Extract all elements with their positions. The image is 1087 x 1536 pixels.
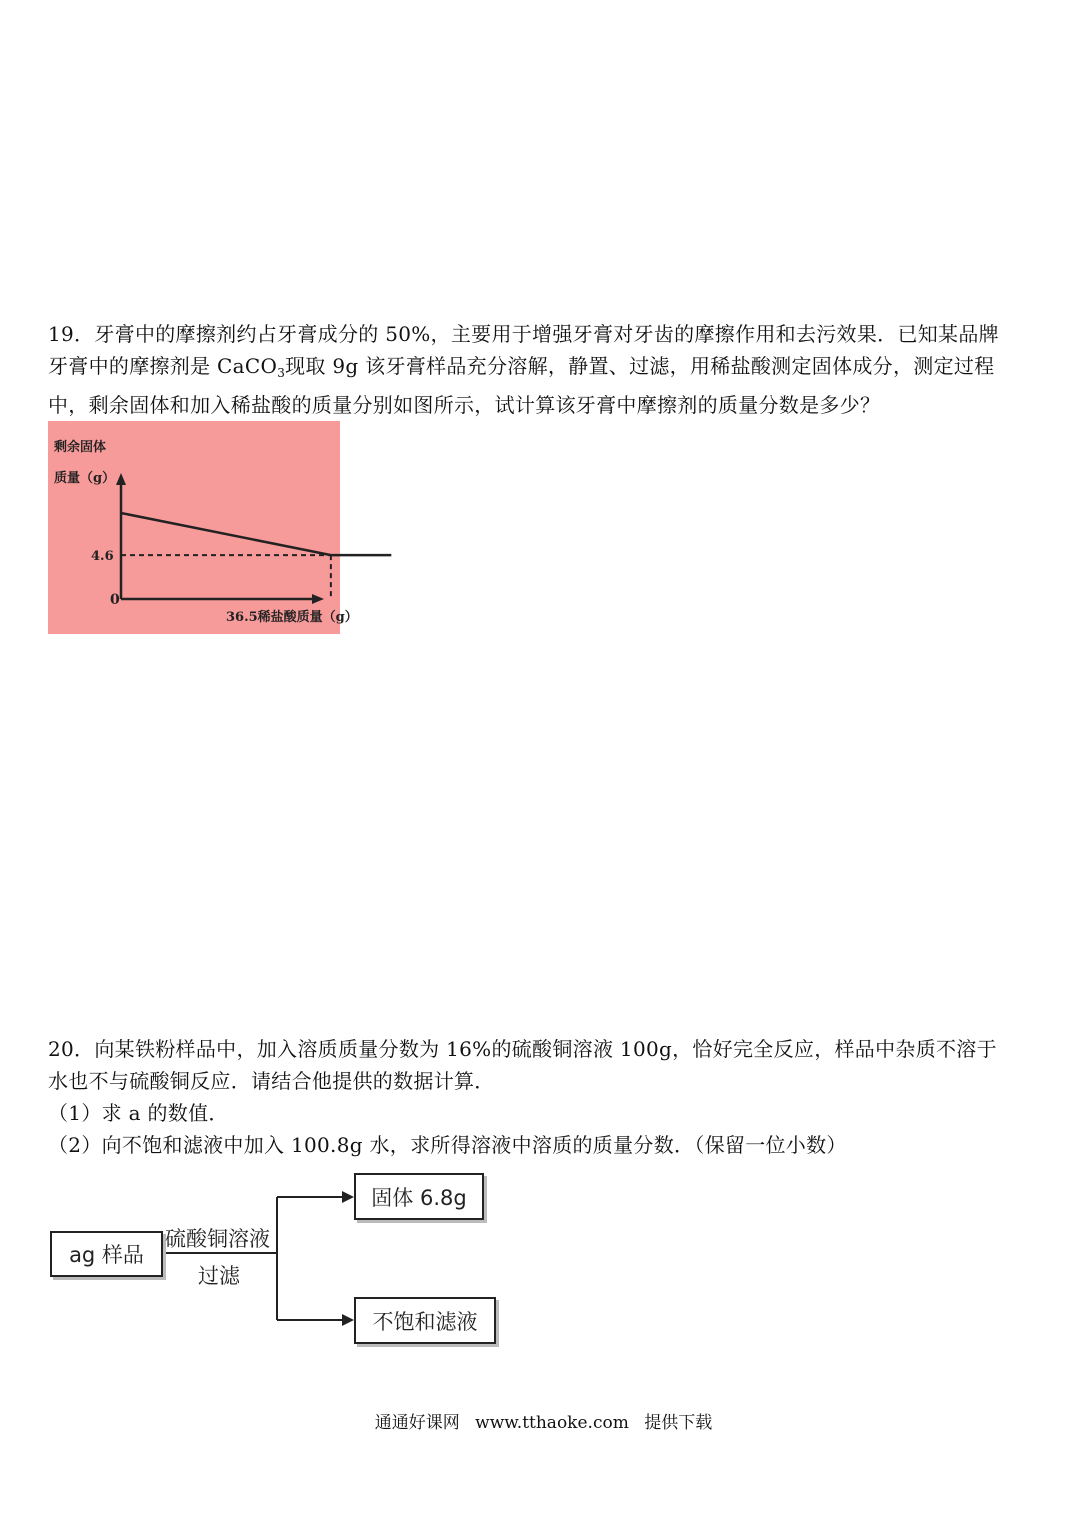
q19-line-2 (48, 350, 1043, 389)
q19-line-3: 中，剩余固体和加入稀盐酸的质量分别如图所示，试计算该牙膏中摩擦剂的质量分数是多少？ (48, 393, 881, 417)
filtrate-box: 不饱和滤液 (354, 1297, 496, 1344)
page-footer (0, 1408, 1087, 1433)
residual-solid-chart (48, 421, 358, 634)
q20-part-2: （2）向不饱和滤液中加入 100.8g 水，求所得溶液中溶质的质量分数．（保留一位小数） (48, 1133, 847, 1157)
lower-arrow-icon (342, 1314, 354, 1326)
question-20 (48, 1033, 1043, 1161)
footer-url: www.tthaoke.com (475, 1413, 629, 1433)
q19-line-1: 19．牙膏中的摩擦剂约占牙膏成分的 50%，主要用于增强牙膏对牙齿的摩擦作用和去污效果．已知某品牌 (48, 322, 999, 346)
operation-label: 过滤 (198, 1264, 240, 1288)
origin-label: 0 (110, 592, 120, 608)
q20-line-2: 水也不与硫酸铜反应．请结合他提供的数据计算． (48, 1069, 495, 1093)
solid-box: 固体 6.8g (354, 1173, 484, 1220)
y-tick-label: 4.6 (91, 549, 114, 565)
q20-line-1: 20．向某铁粉样品中，加入溶质质量分数为 16%的硫酸铜溶液 100g，恰好完全反应，样品中杂质不溶于 (48, 1037, 997, 1061)
q19-line-2-start: 牙膏中的摩擦剂是 CaCO (48, 354, 278, 378)
q20-part-1: （1）求 a 的数值． (48, 1101, 229, 1125)
reagent-label: 硫酸铜溶液 (165, 1227, 270, 1251)
q19-subscript: 3 (277, 366, 286, 380)
upper-arrow-icon (342, 1191, 354, 1203)
chart-svg (48, 421, 358, 634)
y-axis-label-line1: 剩余固体 (54, 440, 107, 455)
y-axis-label-line2: 质量（g） (54, 471, 116, 486)
question-19 (48, 318, 1043, 421)
process-flowchart (48, 1170, 508, 1350)
sample-box: ag 样品 (50, 1231, 163, 1277)
x-axis-label: 36.5稀盐酸质量（g） (226, 610, 358, 625)
series-line (121, 513, 391, 555)
q19-line-2-end: 现取 9g 该牙膏样品充分溶解，静置、过滤，用稀盐酸测定固体成分，测定过程 (285, 354, 995, 378)
footer-suffix: 提供下载 (644, 1413, 713, 1433)
footer-site-name: 通通好课网 (374, 1413, 460, 1433)
x-axis-arrow (312, 594, 324, 604)
y-axis-arrow (116, 473, 126, 485)
